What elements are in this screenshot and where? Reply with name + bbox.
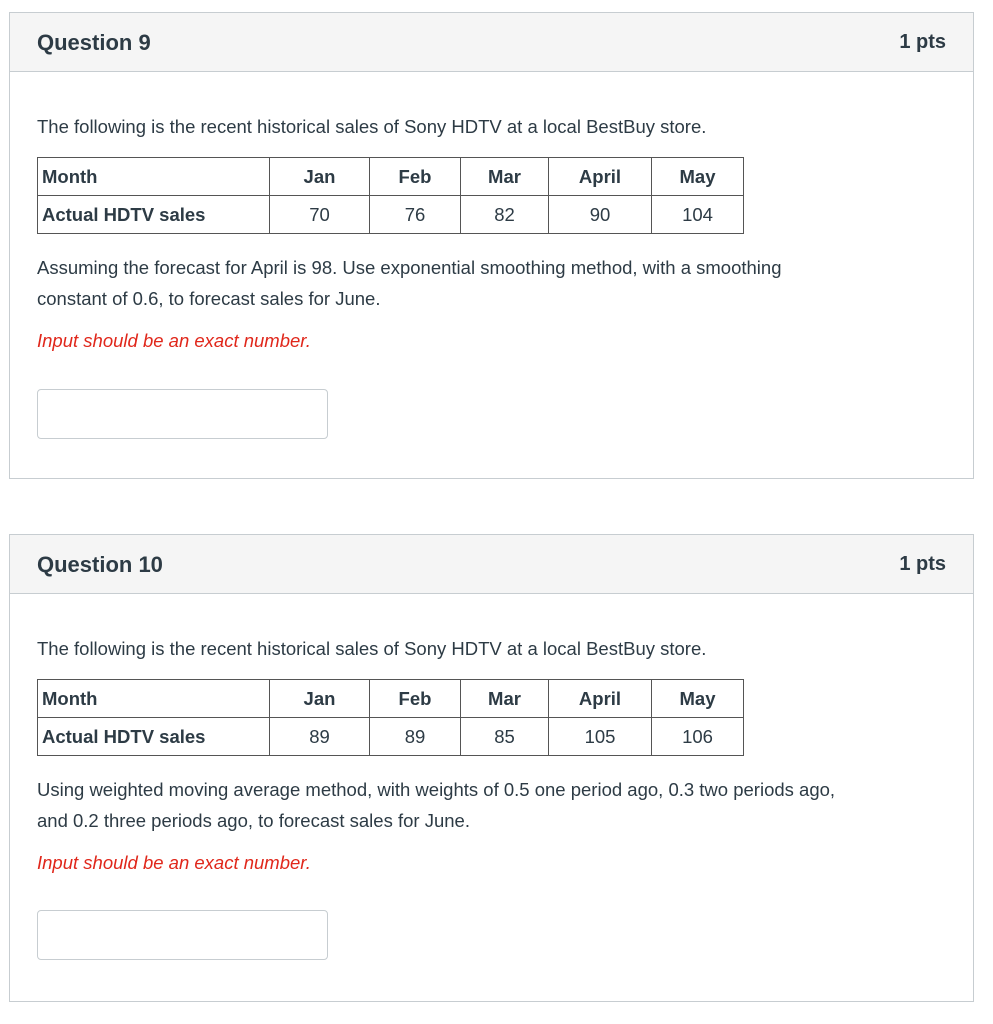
question-title: Question 9 — [37, 30, 151, 55]
month-cell: Feb — [370, 158, 461, 196]
prompt-line: constant of 0.6, to forecast sales for June. — [37, 288, 381, 309]
sales-value-cell: 106 — [652, 718, 744, 756]
table-row-label: Actual HDTV sales — [38, 196, 270, 234]
sales-value-cell: 90 — [549, 196, 652, 234]
question-9-card — [9, 12, 974, 479]
sales-value-cell: 104 — [652, 196, 744, 234]
question-points: 1 pts — [899, 31, 946, 53]
table-header-row — [38, 158, 744, 196]
month-cell: Mar — [461, 680, 549, 718]
question-10-card — [9, 534, 974, 1002]
prompt-line: Assuming the forecast for April is 98. Use exponential smoothing method, with a smoothing — [37, 257, 782, 278]
table-row — [38, 196, 744, 234]
month-cell: April — [549, 158, 652, 196]
month-cell: Jan — [270, 158, 370, 196]
sales-value-cell: 70 — [270, 196, 370, 234]
sales-value-cell: 82 — [461, 196, 549, 234]
table-row-label: Actual HDTV sales — [38, 718, 270, 756]
sales-value-cell: 89 — [370, 718, 461, 756]
question-header — [10, 535, 973, 594]
month-cell: Feb — [370, 680, 461, 718]
table-header-label: Month — [38, 680, 270, 718]
month-cell: May — [652, 158, 744, 196]
question-title: Question 10 — [37, 552, 163, 577]
prompt-line: Using weighted moving average method, with weights of 0.5 one period ago, 0.3 two periods ago, — [37, 779, 836, 800]
table-row — [38, 718, 744, 756]
table-header-row — [38, 680, 744, 718]
month-cell: Mar — [461, 158, 549, 196]
table-header-label: Month — [38, 158, 270, 196]
input-hint: Input should be an exact number. — [37, 852, 311, 873]
sales-table — [37, 679, 744, 756]
month-cell: May — [652, 680, 744, 718]
sales-value-cell: 105 — [549, 718, 652, 756]
question-intro: The following is the recent historical sales of Sony HDTV at a local BestBuy store. — [37, 638, 707, 659]
sales-table — [37, 157, 744, 234]
question-intro: The following is the recent historical sales of Sony HDTV at a local BestBuy store. — [37, 116, 707, 137]
month-cell: Jan — [270, 680, 370, 718]
sales-value-cell: 85 — [461, 718, 549, 756]
question-points: 1 pts — [899, 553, 946, 575]
answer-input[interactable] — [37, 910, 328, 960]
question-prompt — [37, 252, 937, 314]
sales-value-cell: 89 — [270, 718, 370, 756]
month-cell: April — [549, 680, 652, 718]
prompt-line: and 0.2 three periods ago, to forecast sales for June. — [37, 810, 470, 831]
question-header — [10, 13, 973, 72]
input-hint: Input should be an exact number. — [37, 330, 311, 351]
question-prompt — [37, 774, 937, 836]
sales-value-cell: 76 — [370, 196, 461, 234]
answer-input[interactable] — [37, 389, 328, 439]
